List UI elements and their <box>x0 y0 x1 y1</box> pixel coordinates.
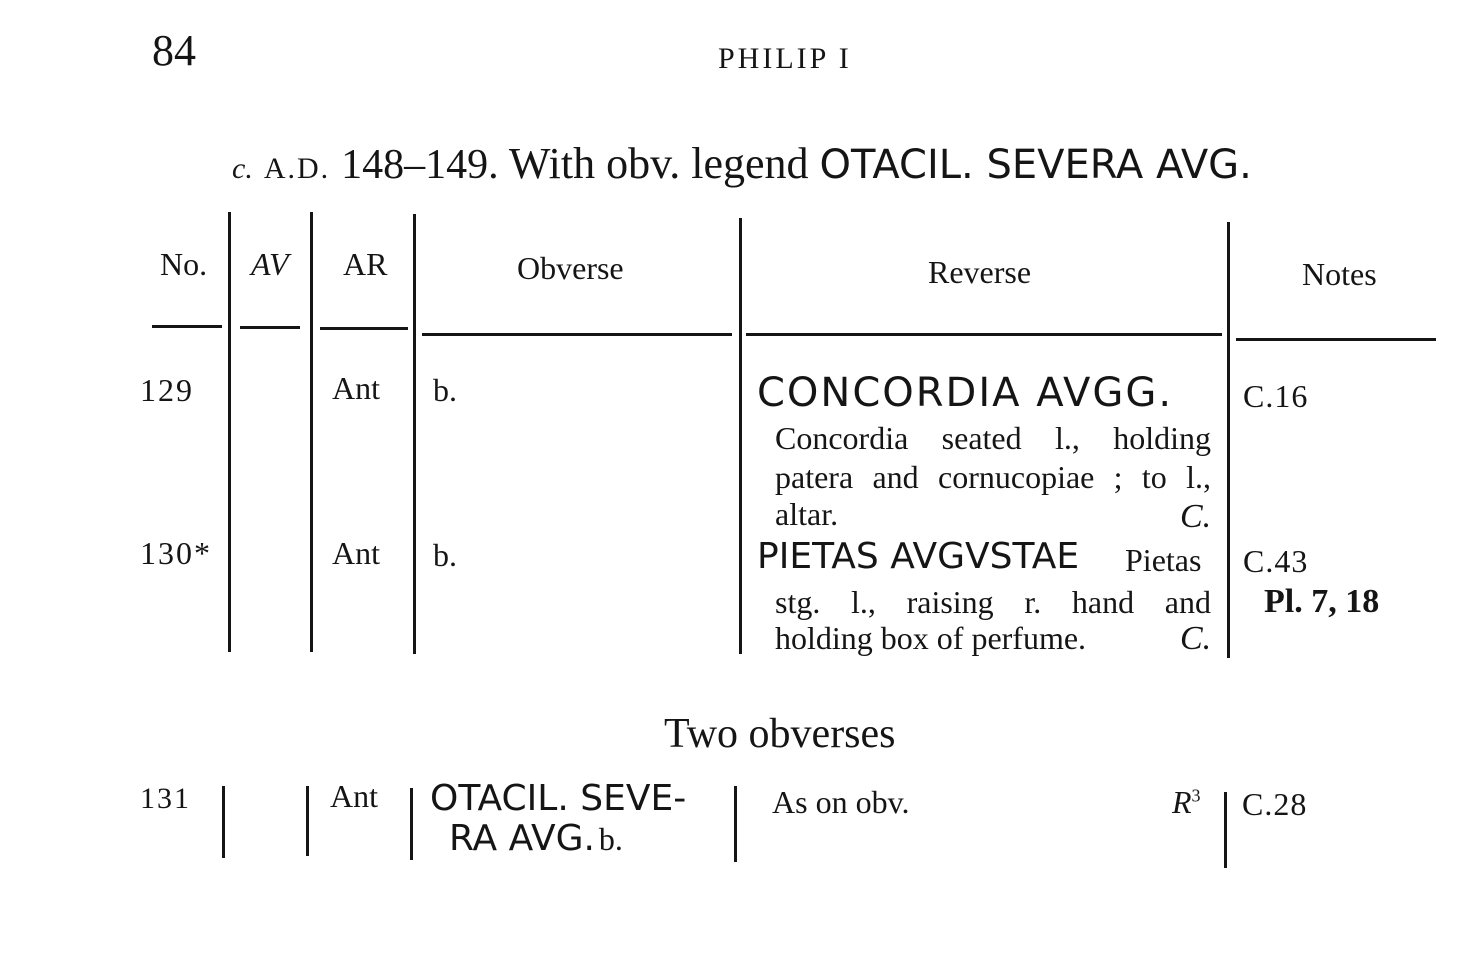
date-prefix: c. <box>232 152 253 185</box>
col-header-obverse: Obverse <box>517 250 624 286</box>
reverse-legend: CONCORDIA AVGG. <box>757 370 1174 416</box>
obverse-legend: OTACIL. SEVERA AVG. <box>819 142 1252 188</box>
obverse-type: b. <box>433 537 457 573</box>
header-rule <box>240 326 300 329</box>
rarity-mark <box>1172 784 1201 821</box>
reverse-description-line: stg. l., raising r. hand and <box>775 584 1211 620</box>
column-rule <box>228 212 231 652</box>
col-header-reverse: Reverse <box>928 254 1032 290</box>
obverse-legend-text: RA AVG. <box>449 818 595 859</box>
reverse-description: As on obv. <box>772 784 910 820</box>
rarity-mark: C. <box>1180 498 1212 535</box>
col-header-silver: AR <box>343 246 388 282</box>
section-heading <box>232 138 1252 189</box>
column-rule <box>739 218 742 654</box>
obverse-legend-line <box>449 818 623 859</box>
metal-denomination: Ant <box>332 370 380 406</box>
column-rule <box>410 788 413 860</box>
reverse-description-line: holding box of perfume. <box>775 620 1087 656</box>
row-number: 130* <box>140 535 212 571</box>
col-header-no: No. <box>160 246 208 282</box>
rarity-letter: R <box>1172 784 1192 820</box>
reverse-description-line: Pietas <box>1125 542 1202 578</box>
row-number: 131 <box>140 782 191 815</box>
column-rule <box>1224 792 1227 868</box>
obverse-legend-line: OTACIL. SEVE- <box>430 778 687 819</box>
row-number: 129 <box>140 372 194 408</box>
reverse-description-line: Concordia seated l., holding <box>775 420 1211 456</box>
plate-reference: Pl. 7, 18 <box>1264 583 1380 620</box>
notes-reference: C.28 <box>1242 786 1308 822</box>
notes-reference: C.43 <box>1243 543 1309 579</box>
reverse-description-line: altar. <box>775 496 839 532</box>
subheading: Two obverses <box>664 711 896 757</box>
running-title: PHILIP I <box>718 42 852 75</box>
header-rule <box>422 333 732 336</box>
column-rule <box>306 786 309 856</box>
header-rule <box>152 325 222 328</box>
column-rule <box>734 786 737 862</box>
metal-denomination: Ant <box>330 778 378 814</box>
reverse-legend: PIETAS AVGVSTAE <box>757 536 1080 577</box>
rarity-degree: 3 <box>1191 785 1201 806</box>
obverse-type: b. <box>598 821 623 857</box>
metal-denomination: Ant <box>332 535 380 571</box>
col-header-gold: AV <box>251 246 289 282</box>
header-rule <box>1236 338 1436 341</box>
with-text: With obv. legend <box>508 139 809 188</box>
column-rule <box>222 786 225 858</box>
notes-reference: C.16 <box>1243 378 1309 414</box>
column-rule <box>310 212 313 652</box>
header-rule <box>746 333 1222 336</box>
reverse-description-line: patera and cornucopiae ; to l., <box>775 459 1211 495</box>
date-range: 148–149. <box>341 142 499 188</box>
rarity-mark: C. <box>1180 620 1212 657</box>
column-rule <box>413 214 416 654</box>
date-era: A.D. <box>263 152 331 185</box>
col-header-notes: Notes <box>1302 256 1377 292</box>
page-number: 84 <box>152 26 196 75</box>
obverse-type: b. <box>433 372 457 408</box>
header-rule <box>320 327 408 330</box>
column-rule <box>1227 222 1230 658</box>
